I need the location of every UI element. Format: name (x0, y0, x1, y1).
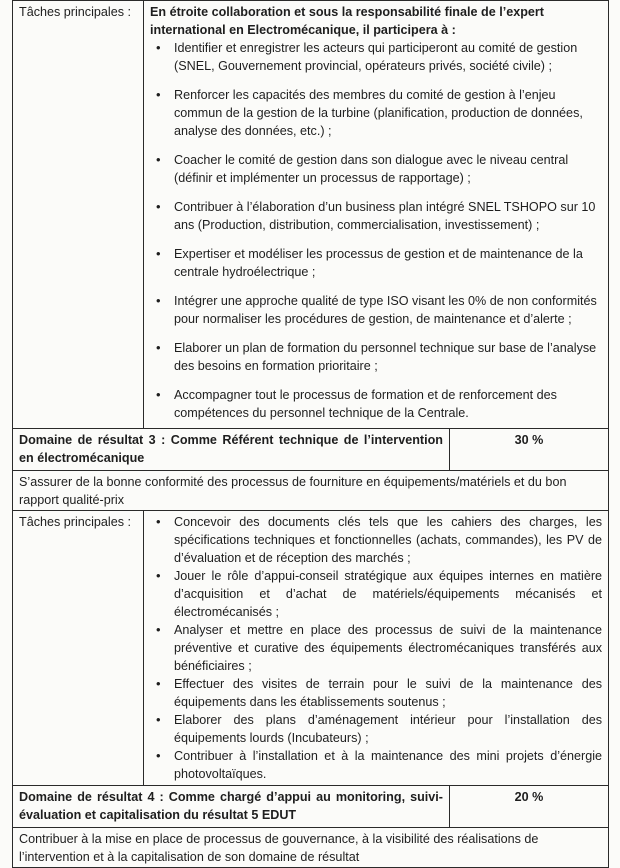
tasks-label: Tâches principales : (13, 1, 144, 429)
tasks-row-2 (13, 511, 609, 786)
tasks-cell-2 (144, 511, 609, 786)
tasks-intro: En étroite collaboration et sous la responsabilité finale de l’expert international en Electromécanique, il participera à : (150, 5, 545, 37)
tasks-row-1 (13, 1, 609, 429)
domain-3-description: S’assurer de la bonne conformité des processus de fourniture en équipements/matériels et du bon rapport qualité-prix (13, 471, 609, 511)
list-item: • Concevoir des documents clés tels que les cahiers des charges, les spécifications techniques et fonctionnelles (achats, commandes), les PV de d’évaluation et de réception des marchés ; (150, 513, 602, 567)
tasks-list (150, 39, 602, 422)
list-item: • Elaborer un plan de formation du personnel technique sur base de l’analyse des besoins en formation prioritaire ; (150, 339, 602, 375)
list-item: • Intégrer une approche qualité de type ISO visant les 0% de non conformités pour normaliser les procédures de gestion, de maintenance et d’alerte ; (150, 292, 602, 328)
terms-of-reference-table (12, 0, 609, 868)
domain-4-header-row (13, 786, 609, 828)
domain-3-description-row (13, 471, 609, 511)
list-item: • Contribuer à l’élaboration d’un business plan intégré SNEL TSHOPO sur 10 ans (Production, distribution, commercialisation, investissement) ; (150, 198, 602, 234)
domain-3-percent: 30 % (450, 429, 609, 471)
list-item: • Identifier et enregistrer les acteurs qui participeront au comité de gestion (SNEL, Gouvernement provincial, opérateurs privés, société civile) ; (150, 39, 602, 75)
list-item: • Expertiser et modéliser les processus de gestion et de maintenance de la centrale hydroélectrique ; (150, 245, 602, 281)
domain-3-header-row (13, 429, 609, 471)
domain-3-title: Domaine de résultat 3 : Comme Référent technique de l’intervention en électromécanique (13, 429, 450, 471)
list-item: • Effectuer des visites de terrain pour le suivi de la maintenance des équipements dans les établissements soutenus ; (150, 675, 602, 711)
list-item: • Elaborer des plans d’aménagement intérieur pour l’installation des équipements lourds (Incubateurs) ; (150, 711, 602, 747)
domain-4-percent: 20 % (450, 786, 609, 828)
tasks-list-2 (150, 513, 602, 783)
domain-4-description-row (13, 828, 609, 868)
list-item: • Renforcer les capacités des membres du comité de gestion à l’enjeu commun de la gestion de la turbine (planification, production de données, analyse des données, etc.) ; (150, 86, 602, 140)
domain-4-description: Contribuer à la mise en place de processus de gouvernance, à la visibilité des réalisations de l’intervention et à la capitalisation de son domaine de résultat (13, 828, 609, 868)
list-item: • Jouer le rôle d’appui-conseil stratégique aux équipes internes en matière d’acquisition et d’achat de matériels/équipements mécanisés et électromécanisés ; (150, 567, 602, 621)
tasks-cell (144, 1, 609, 429)
list-item: • Contribuer à l’installation et à la maintenance des mini projets d’énergie photovoltaïques. (150, 747, 602, 783)
list-item: • Accompagner tout le processus de formation et de renforcement des compétences du personnel technique de la Centrale. (150, 386, 602, 422)
list-item: • Analyser et mettre en place des processus de suivi de la maintenance préventive et curative des équipements électromécaniques transférés aux bénéficiaires ; (150, 621, 602, 675)
tasks-label-2: Tâches principales : (13, 511, 144, 786)
list-item: • Coacher le comité de gestion dans son dialogue avec le niveau central (définir et implémenter un processus de rapportage) ; (150, 151, 602, 187)
domain-4-title: Domaine de résultat 4 : Comme chargé d’appui au monitoring, suivi-évaluation et capitalisation du résultat 5 EDUT (13, 786, 450, 828)
